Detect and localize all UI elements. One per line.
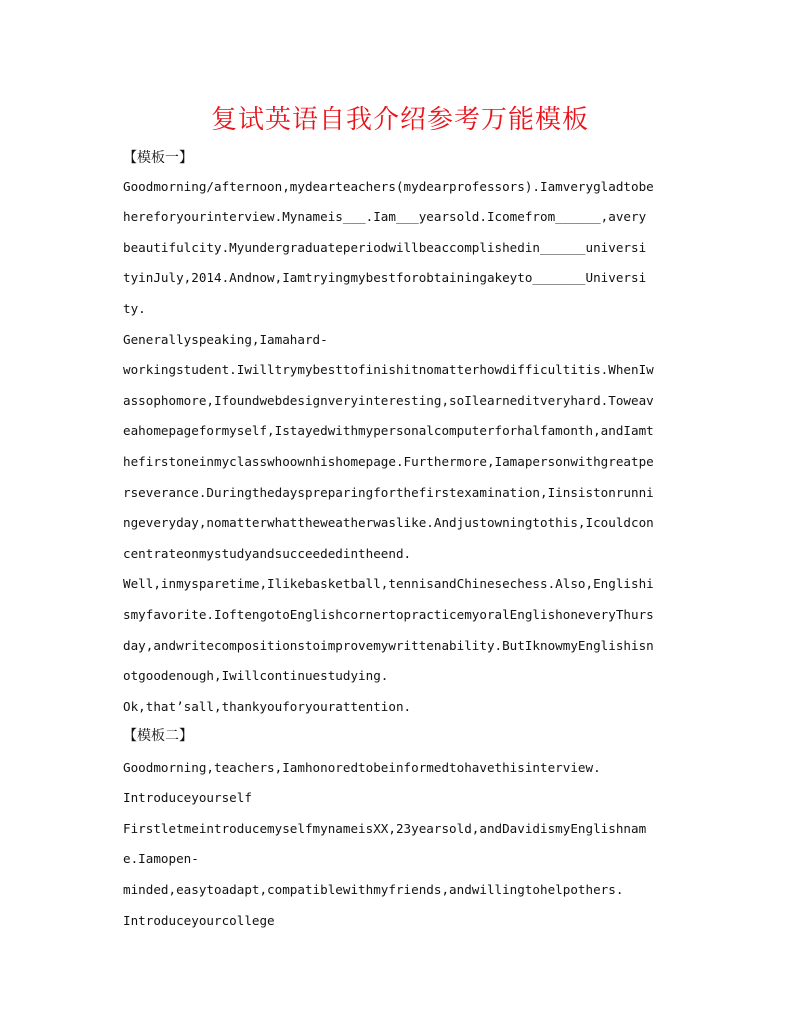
body-line: smyfavorite.IoftengotoEnglishcornertopracticemyoralEnglishoneveryThurs <box>123 607 654 622</box>
body-line: ngeveryday,nomatterwhattheweatherwaslike.Andjustowningtothis,Icouldcon <box>123 515 654 530</box>
body-line: ty. <box>123 301 146 316</box>
body-line: Generallyspeaking,Iamahard- <box>123 332 328 347</box>
body-line: tyinJuly,2014.Andnow,Iamtryingmybestforobtainingakeyto_______Universi <box>123 270 647 285</box>
body-line: Introduceyourcollege <box>123 913 275 928</box>
body-line: centrateonmystudyandsucceededintheend. <box>123 546 412 561</box>
body-line: Introduceyourself <box>123 790 252 805</box>
body-line: eahomepageformyself,Istayedwithmypersonalcomputerforhalfamonth,andIamt <box>123 423 654 438</box>
body-line: rseverance.Duringthedayspreparingforthefirstexamination,Iinsistonrunni <box>123 485 654 500</box>
body-line: e.Iamopen- <box>123 851 199 866</box>
body-line: Goodmorning,teachers,Iamhonoredtobeinformedtohavethisinterview. <box>123 760 601 775</box>
section-heading-template-2: 【模板二】 <box>123 728 193 744</box>
document-title: 复试英语自我介绍参考万能模板 <box>210 105 589 135</box>
body-line: assophomore,Ifoundwebdesignveryinteresting,soIlearneditveryhard.Toweav <box>123 393 654 408</box>
body-line: hefirstoneinmyclasswhoownhishomepage.Furthermore,Iamapersonwithgreatpe <box>123 454 654 469</box>
body-line: FirstletmeintroducemyselfmynameisXX,23yearsold,andDavidismyEnglishnam <box>123 821 647 836</box>
body-line: beautifulcity.Myundergraduateperiodwillbeaccomplishedin______universi <box>123 240 647 255</box>
body-line: workingstudent.Iwilltrymybesttofinishitnomatterhowdifficultitis.WhenIw <box>123 362 654 377</box>
body-line: hereforyourinterview.Mynameis___.Iam___yearsold.Icomefrom______,avery <box>123 209 647 224</box>
body-line: Well,inmysparetime,Ilikebasketball,tennisandChinesechess.Also,Englishi <box>123 576 654 591</box>
body-line: minded,easytoadapt,compatiblewithmyfriends,andwillingtohelpothers. <box>123 882 624 897</box>
body-line: otgoodenough,Iwillcontinuestudying. <box>123 668 389 683</box>
body-line: Goodmorning/afternoon,mydearteachers(mydearprofessors).Iamverygladtobe <box>123 179 654 194</box>
section-heading-template-1: 【模板一】 <box>123 150 193 166</box>
body-line: day,andwritecompositionstoimprovemywrittenability.ButIknowmyEnglishisn <box>123 638 654 653</box>
body-line: Ok,that’sall,thankyouforyourattention. <box>123 699 412 714</box>
